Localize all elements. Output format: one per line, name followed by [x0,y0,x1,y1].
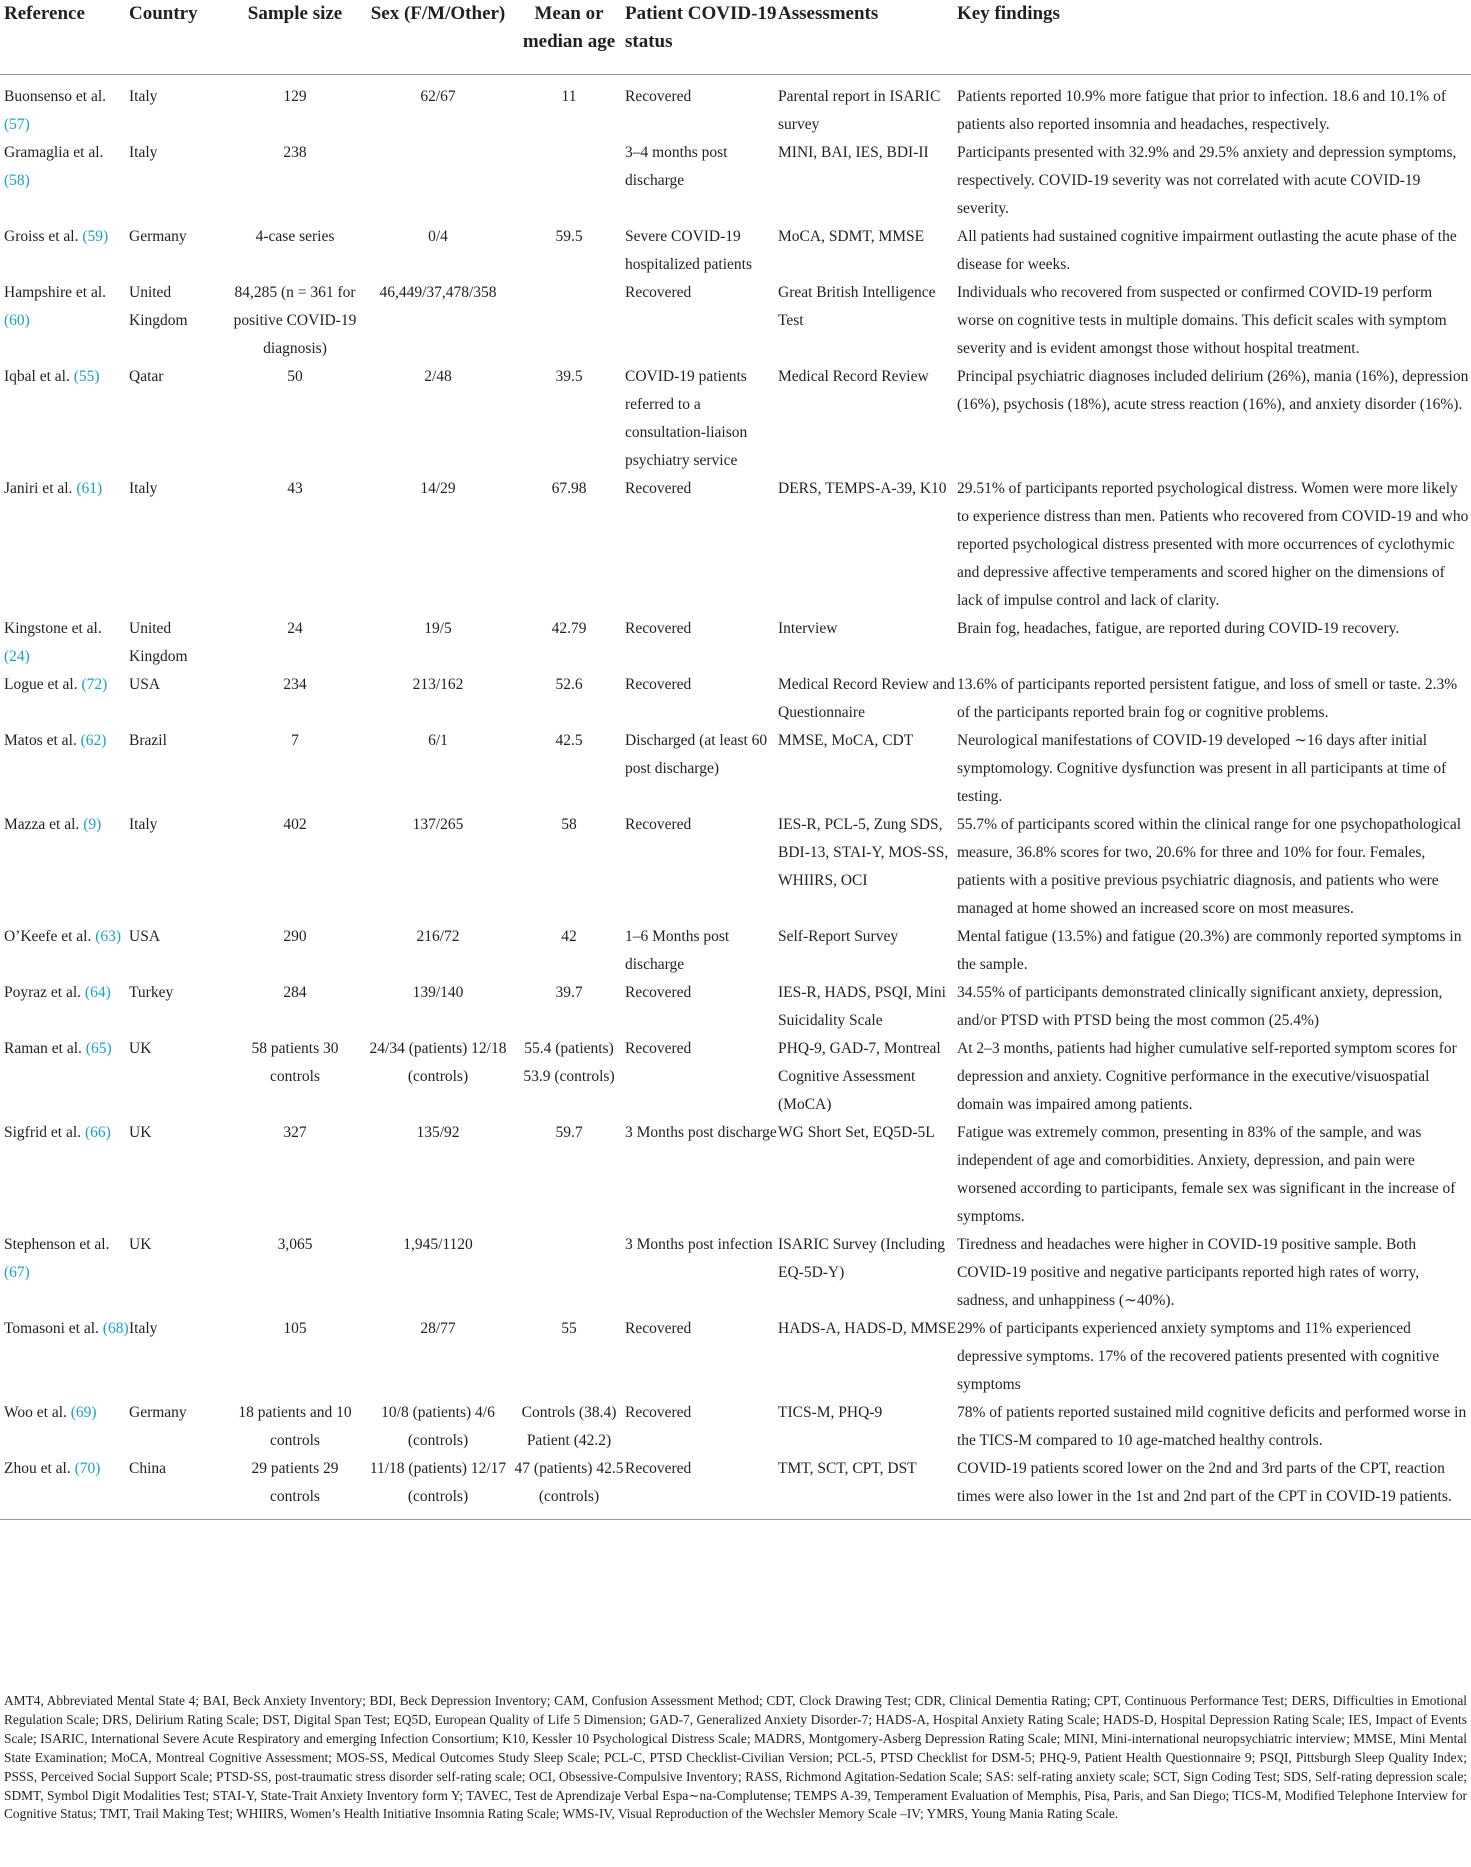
findings-cell: At 2–3 months, patients had higher cumulative self-reported symptom scores for depression and anxiety. Cognitive performance in the executive/visuospatial domain was impaired among patients. [957,1040,1457,1113]
assessments-cell: MoCA, SDMT, MMSE [778,228,925,245]
status-cell: Recovered [625,1455,778,1520]
reference-cell [0,923,129,979]
sample-size-cell: 18 patients and 10 controls [238,1404,352,1449]
table-row [0,279,1471,363]
status-cell: Recovered [625,1040,692,1057]
status-cell: 3–4 months post discharge [625,144,728,189]
status-cell: COVID-19 patients referred to a consultation-liaison psychiatry service [625,368,748,469]
assessments-cell: TICS-M, PHQ-9 [778,1404,883,1421]
assessments-cell: MMSE, MoCA, CDT [778,732,914,749]
findings-cell: Tiredness and headaches were higher in COVID-19 positive sample. Both COVID-19 positive and negative participants reported high rates of worry, sadness, and unhappiness (∼40%). [957,1236,1420,1309]
sample-size-cell: 234 [283,676,307,693]
sample-size-cell: 84,285 (n = 361 for positive COVID-19 diagnosis) [233,284,357,357]
status-cell: Recovered [625,620,692,637]
age-cell [513,139,625,223]
findings-cell: Principal psychiatric diagnoses included delirium (26%), mania (16%), depression (16%), psychosis (18%), acute stress reaction (16%), and anxiety disorder (16%). [957,368,1469,413]
sex-cell: 216/72 [416,928,460,945]
sex-cell: 6/1 [428,732,448,749]
sex-cell: 14/29 [420,480,456,497]
age-cell: 59.7 [555,1124,583,1141]
country-cell: Turkey [129,984,174,1001]
status-cell: Recovered [625,1404,692,1421]
reference-cell [0,75,129,140]
status-cell: 3 Months post discharge [625,1124,777,1141]
assessments-cell: Interview [778,620,838,637]
citation-link[interactable]: (66) [84,1124,111,1141]
citation-link[interactable]: (55) [73,368,100,385]
table-row [0,139,1471,223]
citation-link[interactable]: (64) [84,984,111,1001]
country-cell: UK [129,1236,152,1253]
citation-link[interactable]: (70) [74,1460,101,1477]
country-cell: UK [129,1124,152,1141]
sex-cell: 24/34 (patients) 12/18 (controls) [369,1040,507,1085]
citation-link[interactable]: (9) [83,816,102,833]
reference-cell [0,615,129,671]
assessments-cell: Medical Record Review [778,368,929,385]
status-cell: Recovered [625,816,692,833]
reference-cell [0,1399,129,1455]
column-header: Mean or median age [513,0,625,75]
age-cell: 39.5 [555,368,583,385]
assessments-cell: TMT, SCT, CPT, DST [778,1455,957,1520]
country-cell: United Kingdom [129,620,188,665]
sample-size-cell: 50 [287,368,303,385]
reference-author: Logue et al. [4,676,78,693]
findings-cell: Mental fatigue (13.5%) and fatigue (20.3%) are commonly reported symptoms in the sample. [957,928,1462,973]
country-cell: USA [129,676,161,693]
assessments-cell: Medical Record Review and Questionnaire [778,676,955,721]
age-cell: 55 [561,1320,577,1337]
reference-author: Janiri et al. [4,480,73,497]
assessments-cell: MINI, BAI, IES, BDI-II [778,144,929,161]
column-header: Key findings [957,0,1471,75]
reference-author: Buonsenso et al. [4,88,107,105]
country-cell: China [129,1455,227,1520]
reference-cell [0,139,129,223]
country-cell: Italy [129,816,158,833]
reference-author: Groiss et al. [4,228,79,245]
table-row [0,979,1471,1035]
sex-cell: 213/162 [412,676,464,693]
citation-link[interactable]: (59) [82,228,109,245]
reference-author: Iqbal et al. [4,368,70,385]
sample-size-cell: 327 [283,1124,307,1141]
findings-cell: 55.7% of participants scored within the clinical range for one psychopathological measure, 36.8% scores for two, 20.6% for three and 10% for four. Females, patients with a positive previous psychiatric diagnosis, and patients who were managed at home showed an increased score on most measures. [957,816,1462,917]
sample-size-cell: 238 [283,144,307,161]
sex-cell: 62/67 [420,88,456,105]
reference-cell [0,811,129,923]
sex-cell: 19/5 [424,620,452,637]
sample-size-cell: 4-case series [255,228,335,245]
table-row [0,1119,1471,1231]
sex-cell: 0/4 [428,228,448,245]
citation-link[interactable]: (69) [70,1404,97,1421]
citation-link[interactable]: (68) [102,1320,129,1337]
table-row [0,1455,1471,1520]
reference-cell [0,1231,129,1315]
reference-author: Zhou et al. [4,1460,71,1477]
sample-size-cell: 129 [283,88,307,105]
country-cell: United Kingdom [129,284,188,329]
reference-author: Hampshire et al. [4,284,107,301]
sex-cell: 135/92 [416,1124,460,1141]
sample-size-cell: 3,065 [277,1236,313,1253]
status-cell: 3 Months post infection [625,1236,773,1253]
citation-link[interactable]: (61) [76,480,103,497]
status-cell: Recovered [625,284,692,301]
age-cell: 58 [561,816,577,833]
table-header [0,0,1471,75]
citation-link[interactable]: (57) [4,116,30,133]
sex-cell: 46,449/37,478/358 [379,284,497,301]
table-row [0,727,1471,811]
age-cell: 42.79 [551,620,587,637]
sample-size-cell: 7 [291,732,299,749]
findings-cell: Brain fog, headaches, fatigue, are reported during COVID-19 recovery. [957,620,1400,637]
reference-cell [0,279,129,363]
findings-cell: Participants presented with 32.9% and 29.5% anxiety and depression symptoms, respectively. COVID-19 severity was not correlated with acute COVID-19 severity. [957,144,1457,217]
sample-size-cell: 29 patients 29 controls [227,1455,363,1520]
citation-link[interactable]: (60) [4,312,30,329]
citation-link[interactable]: (58) [4,172,30,189]
table-row [0,475,1471,615]
reference-cell [0,1315,129,1399]
reference-author: Sigfrid et al. [4,1124,82,1141]
reference-author: Mazza et al. [4,816,80,833]
table-row [0,1399,1471,1455]
age-cell: 47 (patients) 42.5 (controls) [513,1455,625,1520]
assessments-cell: HADS-A, HADS-D, MMSE [778,1320,957,1337]
age-cell: 59.5 [555,228,583,245]
country-cell: Italy [129,144,158,161]
findings-cell: All patients had sustained cognitive impairment outlasting the acute phase of the disease for weeks. [957,228,1457,273]
status-cell: Recovered [625,480,692,497]
reference-cell [0,1455,129,1520]
citation-link[interactable]: (67) [4,1264,30,1281]
findings-cell: 29.51% of participants reported psychological distress. Women were more likely to experience distress than men. Patients who recovered from COVID-19 and who reported psychological distress presented with more occurrences of cyclothymic and depressive affective temperaments and scored higher on the dimensions of lack of impulse control and lack of clarity. [957,480,1469,609]
age-cell [513,279,625,363]
column-header: Assessments [778,0,957,75]
reference-author: Matos et al. [4,732,77,749]
status-cell: Severe COVID-19 hospitalized patients [625,228,752,273]
sample-size-cell: 24 [287,620,303,637]
findings-cell: Patients reported 10.9% more fatigue that prior to infection. 18.6 and 10.1% of patients also reported insomnia and headaches, respectively. [957,88,1446,133]
reference-author: O’Keefe et al. [4,928,92,945]
assessments-cell: Self-Report Survey [778,928,899,945]
reference-cell [0,1119,129,1231]
country-cell: Brazil [129,732,167,749]
sex-cell: 2/48 [424,368,452,385]
reference-cell [0,475,129,615]
reference-cell [0,363,129,475]
country-cell: Italy [129,1320,158,1337]
findings-cell: COVID-19 patients scored lower on the 2nd and 3rd parts of the CPT, reaction times were also lower in the 1st and 2nd part of the CPT in COVID-19 patients. [957,1455,1471,1520]
sex-cell: 28/77 [420,1320,456,1337]
citation-link[interactable]: (72) [81,676,108,693]
sex-cell [363,139,513,223]
findings-cell: 34.55% of participants demonstrated clinically significant anxiety, depression, and/or PTSD with PTSD being the most common (25.4%) [957,984,1443,1029]
sample-size-cell: 105 [283,1320,307,1337]
citation-link[interactable]: (62) [80,732,107,749]
sample-size-cell: 284 [283,984,307,1001]
reference-cell [0,671,129,727]
findings-cell: Individuals who recovered from suspected or confirmed COVID-19 perform worse on cognitive tests in multiple domains. This deficit scales with symptom severity and is evident amongst those without hospital treatment. [957,284,1447,357]
table-row [0,811,1471,923]
status-cell: Discharged (at least 60 post discharge) [625,732,768,777]
assessments-cell: DERS, TEMPS-A-39, K10 [778,480,947,497]
reference-author: Tomasoni et al. [4,1320,99,1337]
table-row [0,615,1471,671]
assessments-cell: WG Short Set, EQ5D-5L [778,1124,935,1141]
age-cell: 67.98 [551,480,587,497]
table-body [0,75,1471,1520]
findings-cell: 13.6% of participants reported persistent fatigue, and loss of smell or taste. 2.3% of the participants reported brain fog or cognitive problems. [957,676,1458,721]
assessments-cell: ISARIC Survey (Including EQ-5D-Y) [778,1236,946,1281]
sex-cell: 1,945/1120 [403,1236,473,1253]
reference-author: Kingstone et al. [4,620,102,637]
table-row [0,1035,1471,1119]
table-row [0,923,1471,979]
reference-author: Poyraz et al. [4,984,82,1001]
findings-cell: Fatigue was extremely common, presenting in 83% of the sample, and was independent of age and comorbidities. Anxiety, depression, and pain were worsened according to participants, female sex was significant in the increase of symptoms. [957,1124,1456,1225]
assessments-cell: IES-R, PCL-5, Zung SDS, BDI-13, STAI-Y, MOS-SS, WHIIRS, OCI [778,816,949,889]
status-cell: 1–6 Months post discharge [625,928,730,973]
age-cell: 42 [561,928,577,945]
reference-author: Raman et al. [4,1040,82,1057]
country-cell: Italy [129,88,158,105]
reference-cell [0,979,129,1035]
findings-cell: 29% of participants experienced anxiety symptoms and 11% experienced depressive symptoms. 17% of the recovered patients presented with cognitive symptoms [957,1320,1440,1393]
country-cell: Germany [129,228,187,245]
table-row [0,1315,1471,1399]
findings-cell: 78% of patients reported sustained mild cognitive deficits and performed worse in the TICS-M compared to 10 age-matched healthy controls. [957,1404,1467,1449]
age-cell: 39.7 [555,984,583,1001]
status-cell: Recovered [625,984,692,1001]
sample-size-cell: 402 [283,816,307,833]
column-header: Sex (F/M/Other) [363,0,513,75]
status-cell: Recovered [625,88,692,105]
table-row [0,75,1471,140]
table-row [0,223,1471,279]
sex-cell: 11/18 (patients) 12/17 (controls) [363,1455,513,1520]
citation-link[interactable]: (63) [95,928,122,945]
status-cell: Recovered [625,1320,692,1337]
table-row [0,363,1471,475]
age-cell [513,1231,625,1315]
sex-cell: 139/140 [412,984,464,1001]
reference-cell [0,223,129,279]
reference-cell [0,1035,129,1119]
assessments-cell: PHQ-9, GAD-7, Montreal Cognitive Assessment (MoCA) [778,1040,941,1113]
country-cell: Qatar [129,368,164,385]
column-header: Reference [0,0,129,75]
table-footnote: AMT4, Abbreviated Mental State 4; BAI, Beck Anxiety Inventory; BDI, Beck Depression Inventory; CAM, Confusion Assessment Method; CDT, Clock Drawing Test; CDR, Clinical Dementia Rating; CPT, Continuous Performance Test; DERS, Difficulties in Emotional Regulation Scale; DRS, Delirium Rating Scale; DST, Digital Span Test; EQ5D, European Quality of Life 5 Dimension; GAD-7, Generalized Anxiety Disorder-7; HADS-A, Hospital Anxiety Rating Scale; HADS-D, Hospital Depression Rating Scale; IES, Impact of Events Scale; ISARIC, International Severe Acute Respiratory and emerging Infection Consortium; K10, Kessler 10 Psychological Distress Scale; MADRS, Montgomery-Asberg Depression Rating Scale; MINI, Mini-international neuropsychiatric interview; MMSE, Mini Mental State Examination; MoCA, Montreal Cognitive Assessment; MOS-SS, Medical Outcomes Study Sleep Scale; PCL-C, PTSD Checklist-Civilian Version; PCL-5, PTSD Checklist for DSM-5; PHQ-9, Patient Health Questionnaire 9; PSQI, Pittsburgh Sleep Quality Index; PSSS, Perceived Social Support Scale; PTSD-SS, post-traumatic stress disorder self-rating scale; OCI, Obsessive-Compulsive Inventory; RASS, Richmond Agitation-Sedation Scale; SAS: self-rating anxiety scale; SCT, Sign Coding Test; SDS, Self-rating depression scale; SDMT, Symbol Digit Modalities Test; STAI-Y, State-Trait Anxiety Inventory form Y; TAVEC, Test de Aprendizaje Verbal Espa∼na-Complutense; TEMPS A-39, Temperament Evaluation of Memphis, Pisa, Paris, and San Diego; TICS-M, Modified Telephone Interview for Cognitive Status; TMT, Trail Making Test; WHIIRS, Women’s Health Initiative Insomnia Rating Scale; WMS-IV, Visual Reproduction of the Wechsler Memory Scale –IV; YMRS, Young Mania Rating Scale. [4,1693,1467,1822]
assessments-cell: Great British Intelligence Test [778,284,936,329]
table-row [0,671,1471,727]
country-cell: UK [129,1040,152,1057]
sample-size-cell: 58 patients 30 controls [251,1040,339,1085]
age-cell: Controls (38.4) Patient (42.2) [521,1404,617,1449]
age-cell: 52.6 [555,676,583,693]
column-header: Sample size [227,0,363,75]
age-cell: 55.4 (patients) 53.9 (controls) [523,1040,615,1085]
reference-author: Woo et al. [4,1404,67,1421]
age-cell: 11 [561,88,577,105]
country-cell: Germany [129,1404,187,1421]
citation-link[interactable]: (65) [85,1040,112,1057]
sex-cell: 137/265 [412,816,464,833]
column-header: Country [129,0,227,75]
assessments-cell: Parental report in ISARIC survey [778,88,941,133]
reference-author: Gramaglia et al. [4,144,104,161]
status-cell: Recovered [625,676,692,693]
citation-link[interactable]: (24) [4,648,30,665]
assessments-cell: IES-R, HADS, PSQI, Mini Suicidality Scale [778,984,946,1029]
column-header: Patient COVID-19 status [625,0,778,75]
reference-author: Stephenson et al. [4,1236,110,1253]
findings-cell: Neurological manifestations of COVID-19 developed ∼16 days after initial symptomology. Cognitive dysfunction was present in all participants at time of testing. [957,732,1447,805]
country-cell: USA [129,928,161,945]
header-row [0,0,1471,75]
table-row [0,1231,1471,1315]
country-cell: Italy [129,480,158,497]
sex-cell: 10/8 (patients) 4/6 (controls) [381,1404,495,1449]
reference-cell [0,727,129,811]
sample-size-cell: 290 [283,928,307,945]
age-cell: 42.5 [555,732,583,749]
sample-size-cell: 43 [287,480,303,497]
